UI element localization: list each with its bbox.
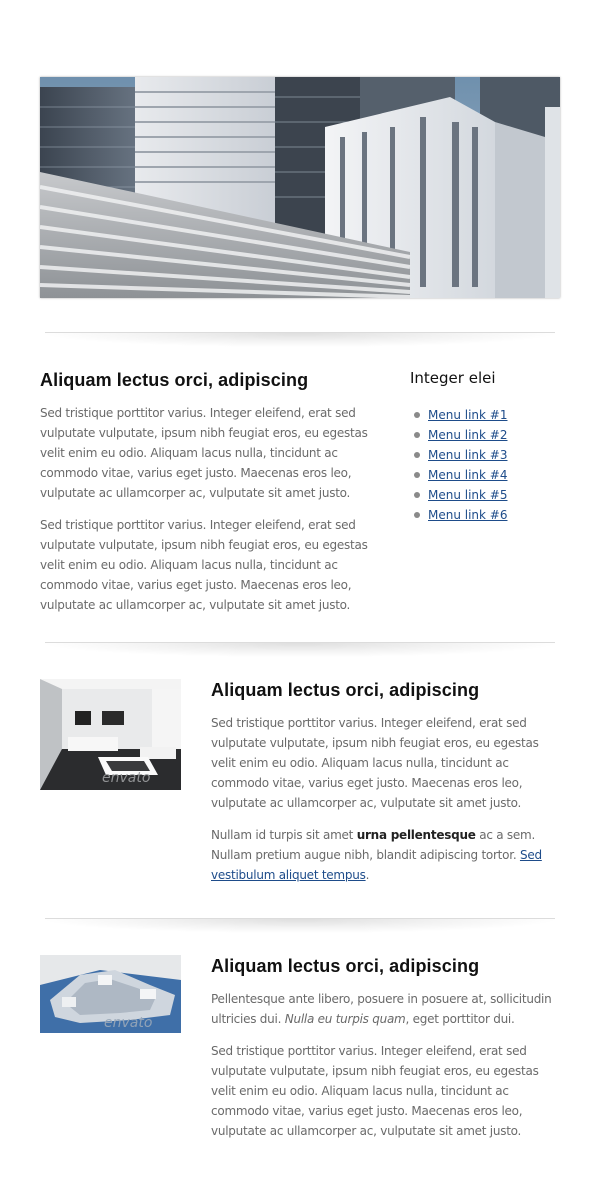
watermark: envato bbox=[104, 1015, 153, 1031]
bold-text: urna pellentesque bbox=[356, 828, 476, 842]
menu-link-1[interactable]: Menu link #1 bbox=[428, 408, 508, 422]
paragraph: Sed tristique porttitor varius. Integer eleifend, erat sed vulputate vulputate, ipsum nibh feugiat eros, eu egestas velit enim eu odio. Aliquam lacus nulla, tincidunt ac commodo vitae, varius eget justo. Maecenas eros leo, vulputate ac ullamcorper ac, vulputate sit amet justo. bbox=[40, 406, 368, 500]
hero-image bbox=[40, 77, 560, 298]
menu-item bbox=[414, 405, 508, 425]
italic-text: Nulla eu turpis quam bbox=[284, 1012, 406, 1026]
bullet-icon bbox=[414, 492, 420, 498]
menu-link-5[interactable]: Menu link #5 bbox=[428, 488, 508, 502]
text-span: Nullam id turpis sit amet bbox=[211, 828, 357, 842]
menu-link-4[interactable]: Menu link #4 bbox=[428, 468, 508, 482]
bullet-icon bbox=[414, 452, 420, 458]
menu-link-2[interactable]: Menu link #2 bbox=[428, 428, 508, 442]
menu-item bbox=[414, 465, 508, 485]
menu-link-3[interactable]: Menu link #3 bbox=[428, 448, 508, 462]
section-divider bbox=[45, 642, 555, 657]
paragraph: Sed tristique porttitor varius. Integer eleifend, erat sed vulputate vulputate, ipsum nibh feugiat eros, eu egestas velit enim eu odio. Aliquam lacus nulla, tincidunt ac commodo vitae, varius eget justo. Maecenas eros leo, vulputate ac ullamcorper ac, vulputate sit amet justo. bbox=[40, 518, 368, 612]
menu-item bbox=[414, 485, 508, 505]
section-title: Aliquam lectus orci, adipiscing bbox=[211, 956, 480, 976]
bullet-icon bbox=[414, 412, 420, 418]
inline-link[interactable]: Sed vestibulum aliquet tempus bbox=[211, 848, 542, 882]
architecture-thumbnail bbox=[40, 955, 181, 1033]
paragraph: Sed tristique porttitor varius. Integer eleifend, erat sed vulputate vulputate, ipsum nibh feugiat eros, eu egestas velit enim eu odio. Aliquam lacus nulla, tincidunt ac commodo vitae, varius eget justo. Maecenas eros leo, vulputate ac ullamcorper ac, vulputate sit amet justo. bbox=[211, 1044, 539, 1138]
paragraph: Sed tristique porttitor varius. Integer eleifend, erat sed vulputate vulputate, ipsum nibh feugiat eros, eu egestas velit enim eu odio. Aliquam lacus nulla, tincidunt ac commodo vitae, varius eget justo. Maecenas eros leo, vulputate ac ullamcorper ac, vulputate sit amet justo. bbox=[211, 716, 539, 810]
sidebar-title: Integer elei bbox=[410, 369, 496, 387]
menu-item bbox=[414, 425, 508, 445]
section-title: Aliquam lectus orci, adipiscing bbox=[211, 680, 480, 700]
interior-thumbnail bbox=[40, 679, 181, 790]
menu-item bbox=[414, 445, 508, 465]
bullet-icon bbox=[414, 512, 420, 518]
paragraph bbox=[211, 989, 561, 1029]
watermark: envato bbox=[102, 770, 151, 786]
menu-item bbox=[414, 505, 508, 525]
section-divider bbox=[45, 918, 555, 933]
bullet-icon bbox=[414, 432, 420, 438]
menu-link-6[interactable]: Menu link #6 bbox=[428, 508, 508, 522]
sidebar-menu bbox=[414, 405, 508, 525]
paragraph bbox=[211, 825, 561, 885]
bullet-icon bbox=[414, 472, 420, 478]
text-span: Pellentesque ante libero, posuere in posuere at, sollicitudin ultricies dui. bbox=[211, 992, 552, 1026]
section-divider bbox=[45, 332, 555, 347]
text-span: , eget porttitor dui. bbox=[405, 1012, 515, 1026]
text-span: . bbox=[365, 868, 370, 882]
section-title: Aliquam lectus orci, adipiscing bbox=[40, 370, 309, 390]
text-span: ac a sem. Nullam pretium augue nibh, blandit adipiscing tortor. bbox=[211, 828, 536, 862]
